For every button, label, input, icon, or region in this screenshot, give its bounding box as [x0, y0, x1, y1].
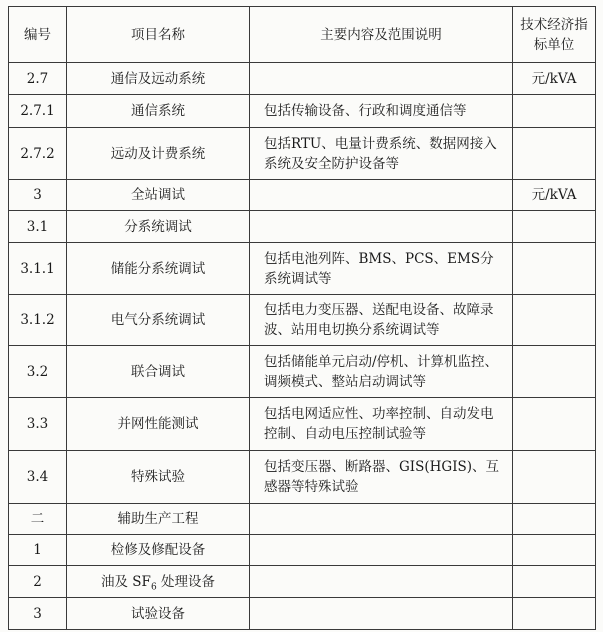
cell-desc: 包括储能单元启动/停机、计算机监控、调频模式、整站启动调试等	[250, 346, 513, 398]
table-row	[9, 243, 596, 295]
cell-code: 2.7.2	[9, 128, 67, 180]
cell-unit	[513, 346, 596, 398]
cell-unit	[513, 95, 596, 128]
table-row	[9, 95, 596, 128]
cell-desc	[250, 211, 513, 243]
cell-code: 2	[9, 566, 67, 598]
table-row	[9, 504, 596, 535]
cell-unit	[513, 598, 596, 630]
cell-desc: 包括电力变压器、送配电设备、故障录波、站用电切换分系统调试等	[250, 295, 513, 346]
cell-name: 辅助生产工程	[67, 504, 250, 535]
table-header-row	[9, 7, 596, 63]
cell-code: 3.1	[9, 211, 67, 243]
cell-desc	[250, 566, 513, 598]
cell-name: 电气分系统调试	[67, 295, 250, 346]
table-row	[9, 398, 596, 451]
cell-desc	[250, 598, 513, 630]
cell-unit: 元/kVA	[513, 180, 596, 211]
cell-desc: 包括变压器、断路器、GIS(HGIS)、互感器等特殊试验	[250, 451, 513, 504]
cell-name	[67, 566, 250, 598]
cell-desc	[250, 180, 513, 211]
table-row	[9, 535, 596, 566]
cell-desc	[250, 504, 513, 535]
name-subscript: 6	[150, 582, 157, 593]
cell-code: 二	[9, 504, 67, 535]
cell-desc: 包括电网适应性、功率控制、自动发电控制、自动电压控制试验等	[250, 398, 513, 451]
table-row	[9, 566, 596, 598]
cell-code: 3.1.1	[9, 243, 67, 295]
cell-name: 通信系统	[67, 95, 250, 128]
cell-name: 联合调试	[67, 346, 250, 398]
cell-code: 3.3	[9, 398, 67, 451]
header-name: 项目名称	[67, 7, 250, 63]
table-row	[9, 63, 596, 95]
cell-desc	[250, 535, 513, 566]
cell-code: 3	[9, 180, 67, 211]
cell-desc	[250, 63, 513, 95]
cell-unit	[513, 451, 596, 504]
cell-name: 试验设备	[67, 598, 250, 630]
cell-unit: 元/kVA	[513, 63, 596, 95]
cell-unit	[513, 566, 596, 598]
table-row	[9, 211, 596, 243]
cell-code: 2.7.1	[9, 95, 67, 128]
cell-unit	[513, 504, 596, 535]
cell-unit	[513, 398, 596, 451]
name-text-pre: 油及 SF	[101, 573, 151, 590]
table-row	[9, 295, 596, 346]
header-desc: 主要内容及范围说明	[250, 7, 513, 63]
cell-name: 分系统调试	[67, 211, 250, 243]
cell-name: 并网性能测试	[67, 398, 250, 451]
cell-unit	[513, 295, 596, 346]
cell-code: 3.4	[9, 451, 67, 504]
table-row	[9, 598, 596, 630]
table-row	[9, 180, 596, 211]
header-code: 编号	[9, 7, 67, 63]
cell-desc: 包括传输设备、行政和调度通信等	[250, 95, 513, 128]
cell-name: 远动及计费系统	[67, 128, 250, 180]
table-row	[9, 128, 596, 180]
cell-code: 1	[9, 535, 67, 566]
cell-desc: 包括电池列阵、BMS、PCS、EMS分系统调试等	[250, 243, 513, 295]
cell-name: 特殊试验	[67, 451, 250, 504]
cell-unit	[513, 128, 596, 180]
table-row	[9, 346, 596, 398]
cell-name: 检修及修配设备	[67, 535, 250, 566]
cell-name: 全站调试	[67, 180, 250, 211]
table-row	[9, 451, 596, 504]
header-unit: 技术经济指标单位	[513, 7, 596, 63]
cell-code: 3.2	[9, 346, 67, 398]
cell-code: 2.7	[9, 63, 67, 95]
cell-code: 3	[9, 598, 67, 630]
cell-name: 储能分系统调试	[67, 243, 250, 295]
cell-unit	[513, 535, 596, 566]
cell-unit	[513, 243, 596, 295]
cost-items-table	[8, 6, 596, 630]
cell-desc: 包括RTU、电量计费系统、数据网接入系统及安全防护设备等	[250, 128, 513, 180]
cell-code: 3.1.2	[9, 295, 67, 346]
cell-unit	[513, 211, 596, 243]
name-text-post: 处理设备	[156, 573, 215, 590]
cell-name: 通信及远动系统	[67, 63, 250, 95]
